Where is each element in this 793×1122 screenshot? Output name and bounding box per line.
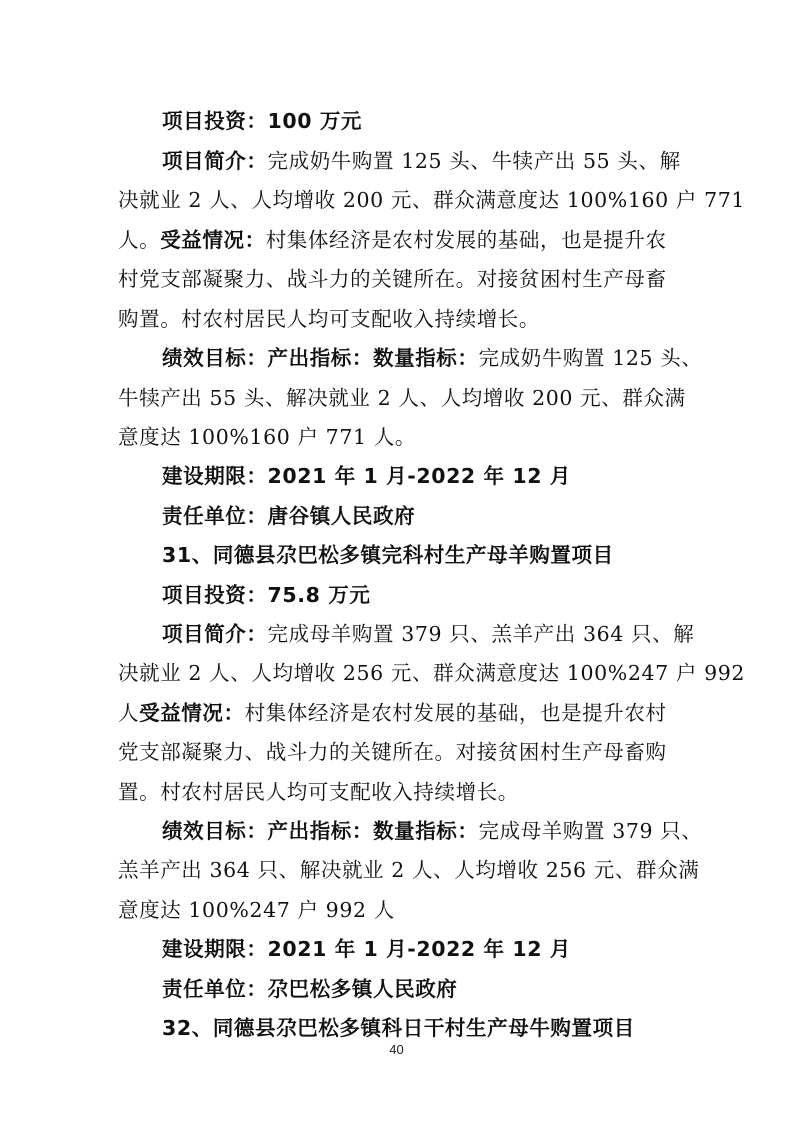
benefit-label: 受益情况： <box>139 701 245 725</box>
benefit-line-5 <box>118 779 678 805</box>
intro-line-3 <box>118 700 678 726</box>
intro-label: 项目简介： <box>162 622 268 646</box>
unit-label: 责任单位： <box>162 977 268 1001</box>
page-number: 40 <box>389 1042 404 1057</box>
period-line <box>162 463 722 489</box>
perf-text: 羔羊产出 364 只、解决就业 2 人、人均增收 256 元、群众满 <box>118 858 700 882</box>
perf-text: 意度达 100%247 户 992 人 <box>118 898 395 922</box>
intro-text: 人 <box>118 701 140 725</box>
benefit-line-5 <box>118 306 678 332</box>
investment-value: 75.8 万元 <box>267 583 371 607</box>
unit-line <box>162 976 722 1002</box>
period-line <box>162 936 722 962</box>
period-label: 建设期限： <box>162 464 268 488</box>
period-value: 2021 年 1 月-2022 年 12 月 <box>267 464 571 488</box>
perf-label: 绩效目标：产出指标：数量指标： <box>162 346 479 370</box>
benefit-text: 村集体经济是农村发展的基础，也是提升农 <box>265 228 667 252</box>
benefit-text: 村集体经济是农村发展的基础，也是提升农村 <box>244 701 667 725</box>
intro-line-1 <box>162 148 722 174</box>
perf-line-3 <box>118 897 678 923</box>
period-value: 2021 年 1 月-2022 年 12 月 <box>267 937 571 961</box>
benefit-text: 购置。村农村居民人均可支配收入持续增长。 <box>118 307 540 331</box>
section-title: 31、同德县尕巴松多镇完科村生产母羊购置项目 <box>162 543 614 567</box>
intro-text: 完成奶牛购置 125 头、牛犊产出 55 头、解 <box>267 149 681 173</box>
investment-line <box>162 108 722 134</box>
perf-line-2 <box>118 857 700 883</box>
intro-line-3 <box>118 227 678 253</box>
investment-label: 项目投资： <box>162 583 268 607</box>
perf-line-1 <box>162 818 722 844</box>
unit-label: 责任单位： <box>162 504 268 528</box>
intro-label: 项目简介： <box>162 149 268 173</box>
perf-line-3 <box>118 424 678 450</box>
perf-text: 完成母羊购置 379 只、 <box>478 819 703 843</box>
benefit-text: 村党支部凝聚力、战斗力的关键所在。对接贫困村生产母畜 <box>118 267 667 291</box>
intro-text: 决就业 2 人、人均增收 200 元、群众满意度达 100%160 户 771 <box>118 188 746 212</box>
benefit-line-4 <box>118 266 678 292</box>
investment-label: 项目投资： <box>162 109 268 133</box>
perf-label: 绩效目标：产出指标：数量指标： <box>162 819 479 843</box>
investment-value: 100 万元 <box>267 109 363 133</box>
perf-line-2 <box>118 385 686 411</box>
benefit-text: 置。村农村居民人均可支配收入持续增长。 <box>118 780 519 804</box>
intro-line-2 <box>118 187 746 213</box>
intro-line-2 <box>118 660 746 686</box>
unit-value: 唐谷镇人民政府 <box>267 504 416 528</box>
benefit-text: 党支部凝聚力、战斗力的关键所在。对接贫困村生产母畜购 <box>118 740 667 764</box>
unit-value: 尕巴松多镇人民政府 <box>267 977 458 1001</box>
unit-line <box>162 503 722 529</box>
section-title: 32、同德县尕巴松多镇科日干村生产母牛购置项目 <box>162 1016 635 1040</box>
benefit-label: 受益情况： <box>160 228 266 252</box>
perf-text: 意度达 100%160 户 771 人。 <box>118 425 416 449</box>
intro-text: 完成母羊购置 379 只、羔羊产出 364 只、解 <box>267 622 695 646</box>
perf-text: 完成奶牛购置 125 头、 <box>478 346 703 370</box>
period-label: 建设期限： <box>162 937 268 961</box>
intro-text: 人。 <box>118 228 161 252</box>
intro-text: 决就业 2 人、人均增收 256 元、群众满意度达 100%247 户 992 <box>118 661 746 685</box>
perf-line-1 <box>162 345 722 371</box>
benefit-line-4 <box>118 739 678 765</box>
intro-line-1 <box>162 621 722 647</box>
investment-line <box>162 582 722 608</box>
perf-text: 牛犊产出 55 头、解决就业 2 人、人均增收 200 元、群众满 <box>118 386 686 410</box>
